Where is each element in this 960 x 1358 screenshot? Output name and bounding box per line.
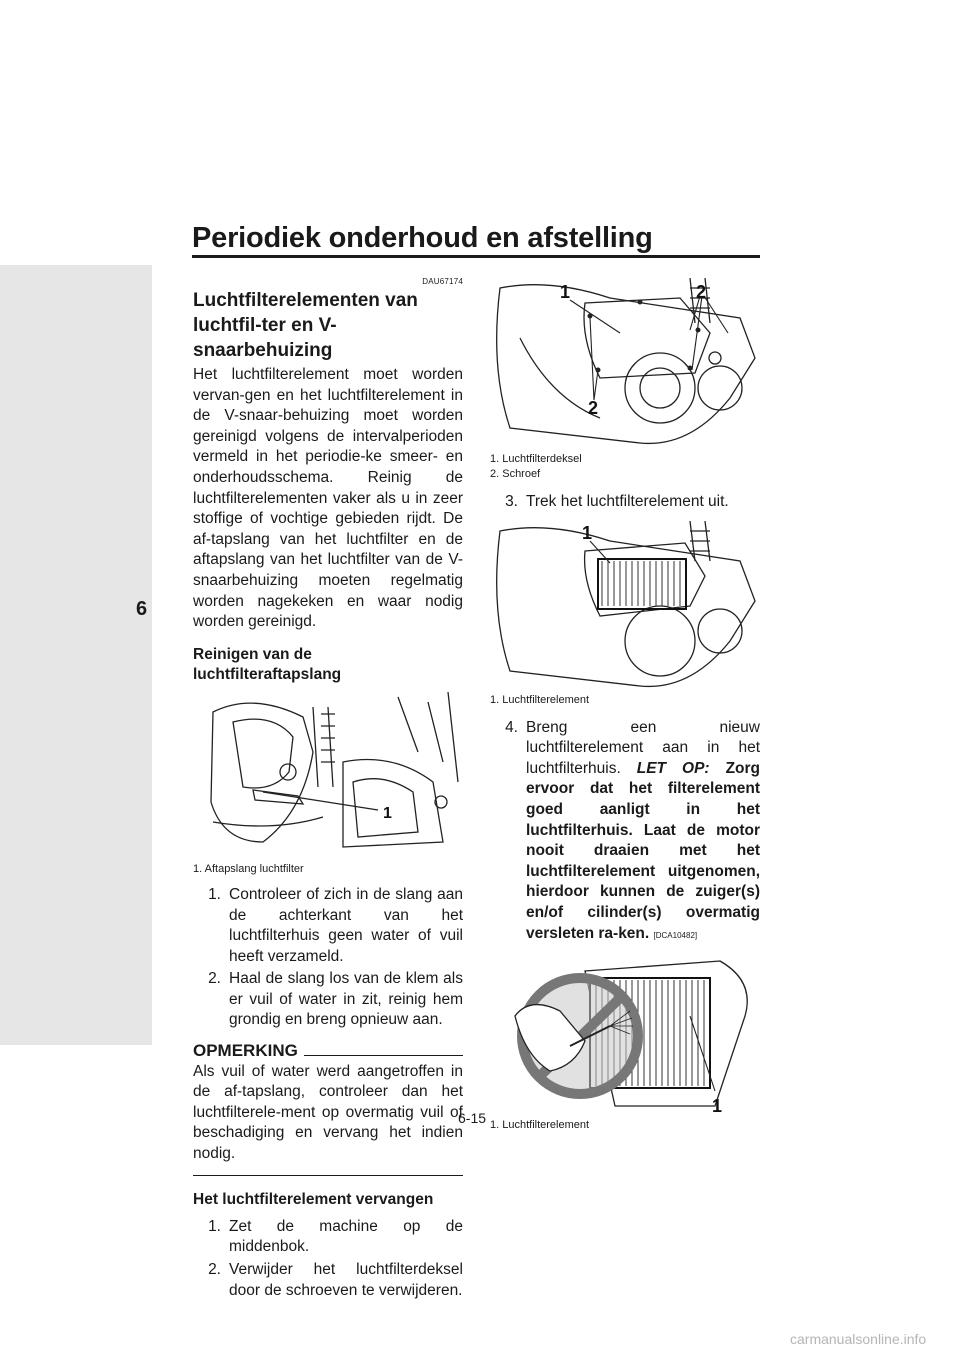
note-rule (304, 1055, 463, 1057)
figure-filter-cover (490, 278, 760, 450)
figure-caption: 1. Luchtfilterelement (490, 1119, 590, 1132)
list-item: 2. Verwijder het luchtfilterdeksel door de schroeven te verwijderen. (208, 1260, 463, 1299)
section-code: DAU67174 (422, 277, 463, 286)
figure-no-compressed-air (490, 956, 760, 1116)
header-rule (192, 255, 760, 258)
notice-label: LET OP: (636, 759, 710, 777)
filter-element-illustration (490, 521, 760, 691)
steps-drain (193, 885, 463, 1031)
figure-caption: 1. Luchtfilterdeksel (490, 453, 582, 465)
callout-2: 2 (696, 282, 707, 302)
list-item: 1. Zet de machine op de middenbok. (208, 1217, 463, 1256)
callout-2-lower: 2 (588, 398, 599, 418)
callout-1: 1 (712, 1096, 723, 1117)
no-air-illustration (490, 956, 760, 1116)
page-number: 6-15 (458, 1110, 487, 1126)
list-item: 2. Haal de slang los van de klem als er vuil of water in zit, reinig hem grondig en breng opnieuw aan. (208, 970, 463, 1029)
right-column (490, 278, 760, 1133)
notice-code: [DCA10482] (653, 930, 698, 940)
figure-caption: 2. Schroef (490, 468, 541, 480)
figure-drain-hose (193, 692, 463, 860)
note-heading (193, 1041, 463, 1062)
steps-replace (193, 1217, 463, 1301)
step-text: Breng een nieuw luchtfilterelement aan in het luchtfilterhuis. (526, 718, 760, 777)
list-item: 4. Breng een nieuw luchtfilterelement aan in het luchtfilterhuis. LET OP: Zorg ervoor dat het filterelement goed aanligt in het luchtfilterhuis. Laat de motor nooit draaien met het luchtfilterelement uitgenomen, hierdoor kunnen de zuiger(s) en/of cilinder(s) overmatig versleten ra-ken. [DCA10482] (505, 718, 760, 942)
filter-cover-illustration (490, 278, 760, 450)
intro-paragraph: Het luchtfilterelement moet worden vervan-gen en het luchtfilterelement in de V-snaar-behuizing moet worden gereinigd volgens de intervalperioden vermeld in het periodie-ke smeer- en onderhoudsschema. Reinig de luchtfilterelementen vaker als u in zeer stoffige of vochtige gebieden rijdt. De af-tapslang van het luchtfilter en de aftapslang van het luchtfilter van de V-snaarbehuizing moeten regelmatig worden nagekeken en waar nodig worden gereinigd. (193, 366, 463, 631)
callout-1: 1 (582, 522, 593, 543)
section-title: Luchtfilterelementen van luchtfil-ter en V-snaarbehuizing (193, 290, 418, 361)
figure-caption: 1. Aftapslang luchtfilter (193, 862, 304, 875)
watermark: carmanualsonline.info (790, 1331, 927, 1347)
callout-1: 1 (560, 282, 571, 302)
note-title: OPMERKING (193, 1041, 298, 1061)
left-column (193, 278, 463, 1303)
list-item: 1. Controleer of zich in de slang aan de achterkant van het luchtfilterhuis geen water of vuil heeft verzameld. (208, 885, 463, 965)
subheading-replace: Het luchtfilterelement vervangen (193, 1191, 434, 1209)
figure-caption: 1. Luchtfilterelement (490, 693, 590, 706)
page-title: Periodiek onderhoud en afstelling (192, 222, 653, 254)
note-end-rule (193, 1175, 463, 1177)
callout-1: 1 (383, 804, 392, 822)
note-text: Als vuil of water werd aangetroffen in de af-tapslang, controleer dan het luchtfilterele-ment op overmatig vuil of beschadiging en vervang het indien nodig. (193, 1062, 463, 1163)
drain-hose-illustration (193, 692, 463, 860)
chapter-number: 6 (136, 598, 148, 620)
figure-filter-element (490, 521, 760, 691)
subheading-drain-hose: Reinigen van de luchtfilteraftapslang (193, 645, 342, 684)
list-item: 3. Trek het luchtfilterelement uit. (505, 493, 729, 510)
chapter-tab (0, 265, 152, 1045)
notice-text: Zorg ervoor dat het filterelement goed aanligt in het luchtfilterhuis. Laat de motor nooit draaien met het luchtfilterelement uitgenomen, hierdoor kunnen de zuiger(s) en/of cilinder(s) overmatig versleten ra-ken. (526, 759, 760, 942)
